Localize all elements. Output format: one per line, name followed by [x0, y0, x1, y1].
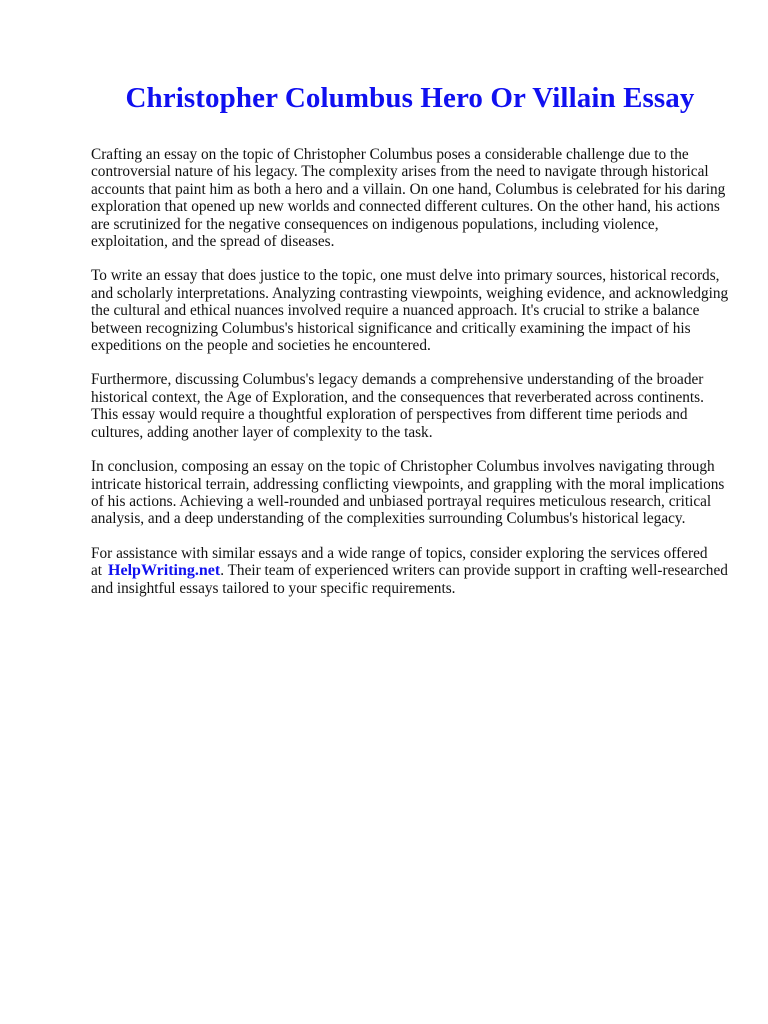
closing-text-after-link: . Their team of experienced writers can provide support in crafting well-researched and insightful essays tailored to your specific requirements. — [91, 562, 728, 597]
paragraph-context: Furthermore, discussing Columbus's legacy demands a comprehensive understanding of the broader historical context, the Age of Exploration, and the consequences that reverberated across continents. This essay would require a thoughtful exploration of perspectives from different time periods and cultures, adding another layer of complexity to the task. — [91, 371, 704, 441]
paragraph-closing — [91, 545, 731, 597]
closing-text-before-link: For assistance with similar essays and a wide range of topics, consider exploring the services offered at — [91, 544, 708, 580]
paragraph-intro: Crafting an essay on the topic of Christopher Columbus poses a considerable challenge due to the controversial nature of his legacy. The complexity arises from the need to navigate through historical accounts that paint him as both a hero and a villain. On one hand, Columbus is celebrated for his daring exploration that opened up new worlds and connected different cultures. On the other hand, his actions are scrutinized for the negative consequences on indigenous populations, including violence, exploitation, and the spread of diseases. — [91, 146, 726, 251]
page-title: Christopher Columbus Hero Or Villain Essay — [125, 82, 695, 114]
essay-body — [91, 146, 731, 614]
paragraph-approach: To write an essay that does justice to the topic, one must delve into primary sources, historical records, and scholarly interpretations. Analyzing contrasting viewpoints, weighing evidence, and acknowledging the cultural and ethical nuances involved require a nuanced approach. It's crucial to strike a balance between recognizing Columbus's historical significance and critically examining the impact of his expeditions on the people and societies he encountered. — [91, 267, 729, 355]
paragraph-conclusion: In conclusion, composing an essay on the topic of Christopher Columbus involves navigating through intricate historical terrain, addressing conflicting viewpoints, and grappling with the moral implications of his actions. Achieving a well-rounded and unbiased portrayal requires meticulous research, critical analysis, and a deep understanding of the complexities surrounding Columbus's historical legacy. — [91, 458, 725, 528]
helpwriting-link[interactable]: HelpWriting.net — [108, 562, 221, 580]
